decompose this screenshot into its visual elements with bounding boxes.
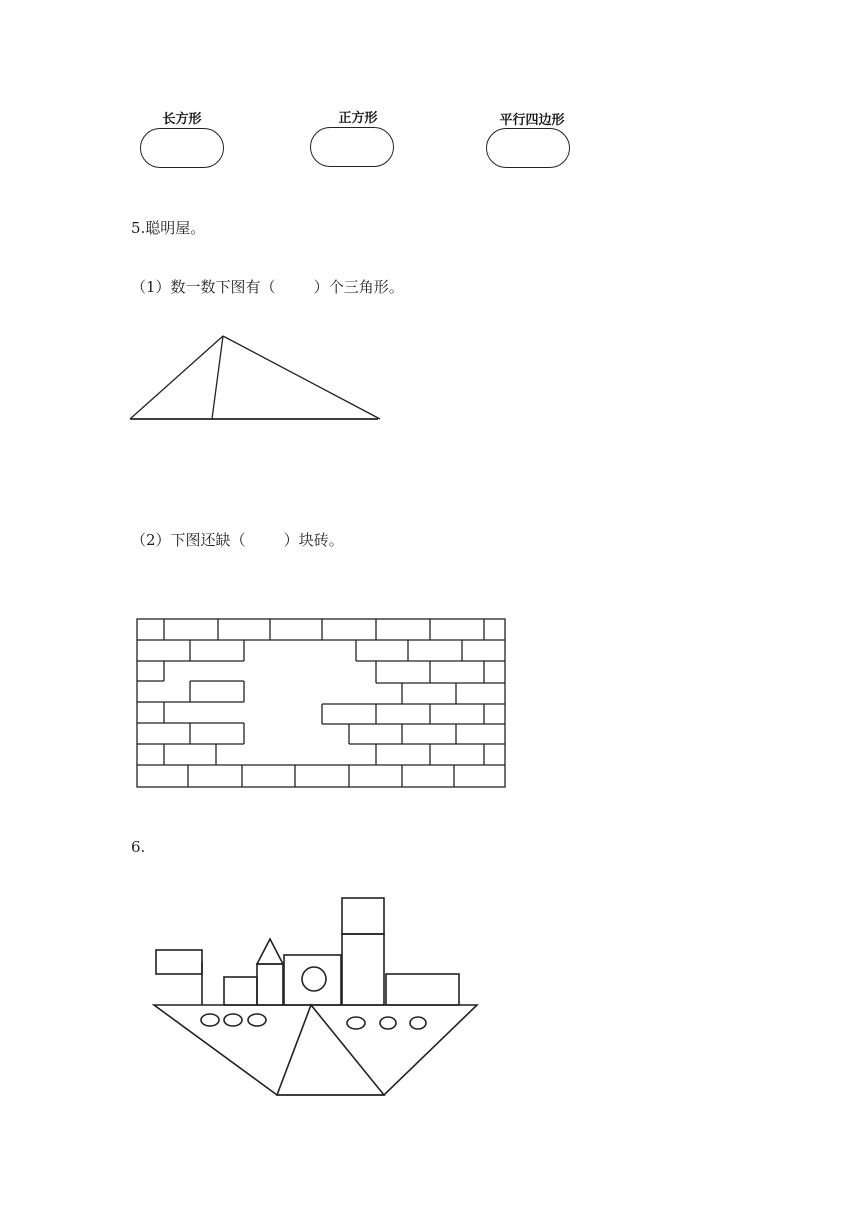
oval-square <box>310 127 394 167</box>
label-rectangle: 长方形 <box>162 112 202 127</box>
oval-rectangle <box>140 128 224 168</box>
label-square: 正方形 <box>338 111 378 126</box>
question5-part2: （2）下图还缺（ ）块砖。 <box>131 531 344 549</box>
question5-title: 5.聪明屋。 <box>131 219 206 237</box>
label-parallelogram: 平行四边形 <box>499 113 565 128</box>
question5-part1: （1）数一数下图有（ ）个三角形。 <box>131 278 404 296</box>
question6-title: 6. <box>131 838 146 856</box>
oval-parallelogram <box>486 128 570 168</box>
